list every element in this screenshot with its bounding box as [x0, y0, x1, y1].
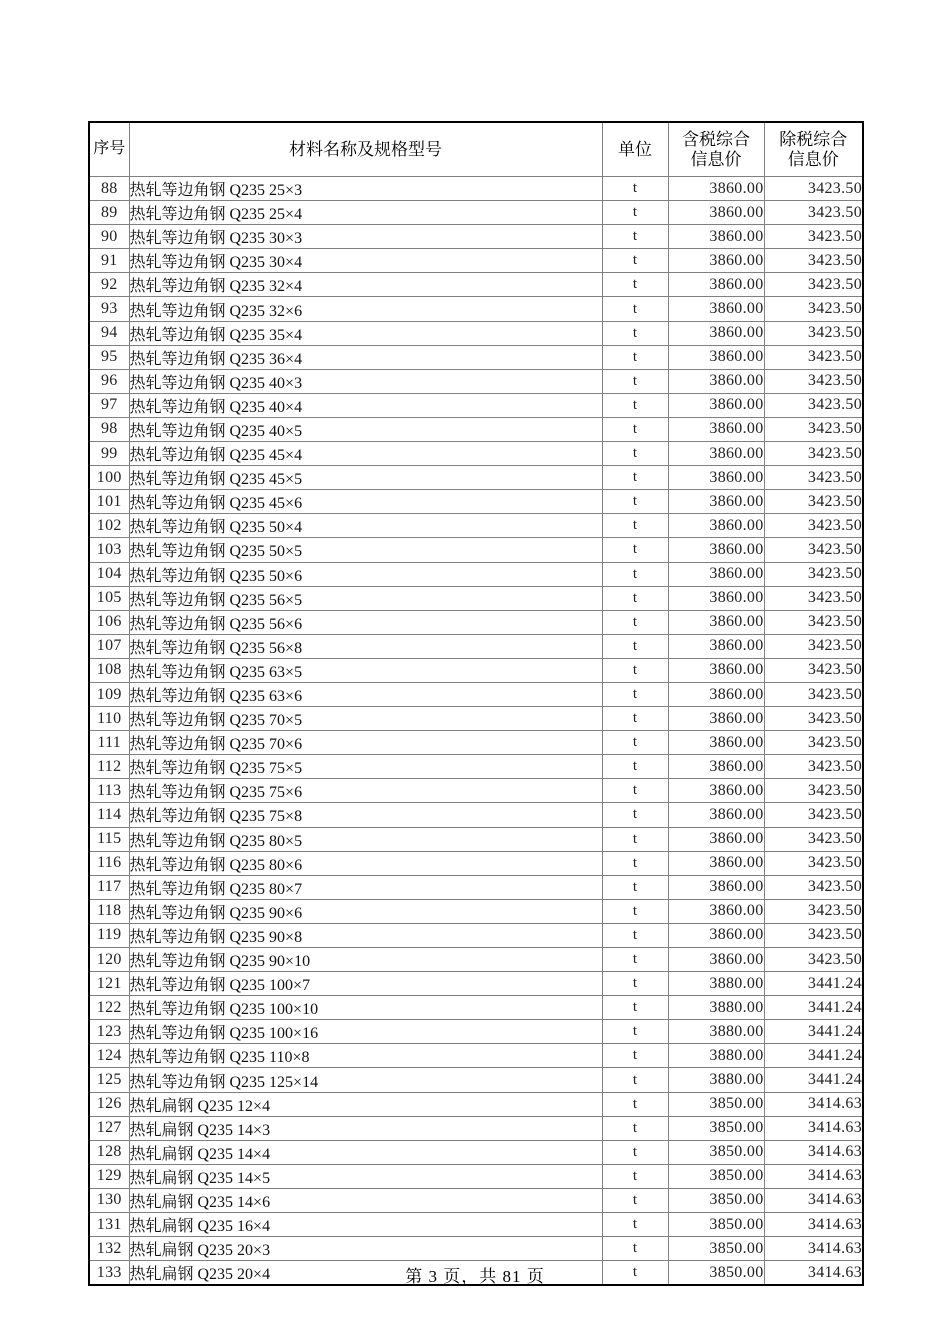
cell-tax-exclusive-price: 3423.50: [764, 948, 863, 972]
cell-sequence: 126: [89, 1092, 129, 1116]
cell-material-name: 热轧等边角钢 Q235 32×4: [129, 273, 602, 297]
cell-unit: t: [602, 321, 668, 345]
cell-sequence: 119: [89, 923, 129, 947]
cell-sequence: 113: [89, 779, 129, 803]
cell-tax-inclusive-price: 3880.00: [668, 996, 764, 1020]
table-row: [89, 538, 863, 562]
cell-tax-inclusive-price: 3850.00: [668, 1164, 764, 1188]
cell-tax-exclusive-price: 3423.50: [764, 538, 863, 562]
cell-tax-exclusive-price: 3423.50: [764, 658, 863, 682]
cell-unit: t: [602, 682, 668, 706]
cell-tax-exclusive-price: 3423.50: [764, 827, 863, 851]
cell-tax-inclusive-price: 3860.00: [668, 707, 764, 731]
cell-tax-exclusive-price: 3423.50: [764, 875, 863, 899]
cell-material-name: 热轧扁钢 Q235 16×4: [129, 1213, 602, 1237]
cell-material-name: 热轧等边角钢 Q235 90×8: [129, 923, 602, 947]
cell-sequence: 128: [89, 1140, 129, 1164]
column-header-sequence: 序号: [89, 122, 129, 177]
cell-unit: t: [602, 1116, 668, 1140]
cell-material-name: 热轧扁钢 Q235 20×4: [129, 1261, 602, 1286]
cell-sequence: 131: [89, 1213, 129, 1237]
table-row: [89, 393, 863, 417]
cell-material-name: 热轧等边角钢 Q235 63×5: [129, 658, 602, 682]
cell-material-name: 热轧扁钢 Q235 14×5: [129, 1164, 602, 1188]
cell-tax-inclusive-price: 3860.00: [668, 514, 764, 538]
table-header: [89, 122, 863, 177]
cell-unit: t: [602, 948, 668, 972]
cell-material-name: 热轧等边角钢 Q235 40×3: [129, 369, 602, 393]
cell-sequence: 88: [89, 177, 129, 201]
table-row: [89, 345, 863, 369]
cell-tax-exclusive-price: 3441.24: [764, 972, 863, 996]
cell-sequence: 95: [89, 345, 129, 369]
table-row: [89, 755, 863, 779]
cell-tax-inclusive-price: 3850.00: [668, 1116, 764, 1140]
cell-unit: t: [602, 851, 668, 875]
cell-tax-inclusive-price: 3880.00: [668, 1068, 764, 1092]
table-row: [89, 442, 863, 466]
cell-tax-exclusive-price: 3423.50: [764, 273, 863, 297]
cell-tax-exclusive-price: 3441.24: [764, 1044, 863, 1068]
cell-unit: t: [602, 466, 668, 490]
cell-material-name: 热轧等边角钢 Q235 50×4: [129, 514, 602, 538]
cell-unit: t: [602, 875, 668, 899]
cell-unit: t: [602, 755, 668, 779]
cell-tax-exclusive-price: 3423.50: [764, 851, 863, 875]
cell-tax-exclusive-price: 3423.50: [764, 586, 863, 610]
column-header-material: 材料名称及规格型号: [129, 122, 602, 177]
cell-material-name: 热轧等边角钢 Q235 110×8: [129, 1044, 602, 1068]
cell-sequence: 133: [89, 1261, 129, 1286]
cell-tax-inclusive-price: 3860.00: [668, 321, 764, 345]
cell-material-name: 热轧等边角钢 Q235 40×4: [129, 393, 602, 417]
cell-unit: t: [602, 442, 668, 466]
cell-unit: t: [602, 514, 668, 538]
cell-tax-exclusive-price: 3414.63: [764, 1213, 863, 1237]
cell-material-name: 热轧等边角钢 Q235 45×4: [129, 442, 602, 466]
cell-tax-exclusive-price: 3423.50: [764, 899, 863, 923]
cell-tax-inclusive-price: 3880.00: [668, 1044, 764, 1068]
cell-tax-exclusive-price: 3423.50: [764, 369, 863, 393]
table-row: [89, 948, 863, 972]
cell-material-name: 热轧等边角钢 Q235 30×3: [129, 225, 602, 249]
cell-tax-inclusive-price: 3860.00: [668, 538, 764, 562]
table-row: [89, 1068, 863, 1092]
cell-unit: t: [602, 707, 668, 731]
cell-tax-exclusive-price: 3423.50: [764, 297, 863, 321]
cell-sequence: 105: [89, 586, 129, 610]
table-row: [89, 466, 863, 490]
cell-tax-exclusive-price: 3414.63: [764, 1140, 863, 1164]
table-row: [89, 562, 863, 586]
table-row: [89, 1092, 863, 1116]
cell-unit: t: [602, 273, 668, 297]
table-row: [89, 417, 863, 441]
cell-tax-exclusive-price: 3423.50: [764, 610, 863, 634]
cell-tax-inclusive-price: 3860.00: [668, 490, 764, 514]
table-row: [89, 1140, 863, 1164]
cell-sequence: 109: [89, 682, 129, 706]
cell-unit: t: [602, 369, 668, 393]
cell-tax-inclusive-price: 3860.00: [668, 803, 764, 827]
table-row: [89, 610, 863, 634]
cell-tax-inclusive-price: 3860.00: [668, 851, 764, 875]
cell-unit: t: [602, 972, 668, 996]
cell-sequence: 123: [89, 1020, 129, 1044]
cell-material-name: 热轧扁钢 Q235 14×6: [129, 1188, 602, 1212]
cell-tax-inclusive-price: 3850.00: [668, 1140, 764, 1164]
table-row: [89, 658, 863, 682]
cell-material-name: 热轧等边角钢 Q235 35×4: [129, 321, 602, 345]
cell-tax-inclusive-price: 3860.00: [668, 442, 764, 466]
cell-material-name: 热轧等边角钢 Q235 56×5: [129, 586, 602, 610]
cell-sequence: 92: [89, 273, 129, 297]
column-header-unit: 单位: [602, 122, 668, 177]
cell-sequence: 98: [89, 417, 129, 441]
cell-tax-inclusive-price: 3860.00: [668, 586, 764, 610]
cell-tax-inclusive-price: 3860.00: [668, 682, 764, 706]
table-row: [89, 273, 863, 297]
cell-sequence: 96: [89, 369, 129, 393]
cell-tax-inclusive-price: 3860.00: [668, 369, 764, 393]
cell-tax-exclusive-price: 3423.50: [764, 634, 863, 658]
cell-unit: t: [602, 562, 668, 586]
cell-tax-exclusive-price: 3414.63: [764, 1237, 863, 1261]
cell-unit: t: [602, 899, 668, 923]
cell-tax-exclusive-price: 3423.50: [764, 201, 863, 225]
tax-exclusive-label-line2: 信息价: [787, 149, 839, 169]
table-row: [89, 225, 863, 249]
cell-tax-exclusive-price: 3423.50: [764, 923, 863, 947]
cell-unit: t: [602, 610, 668, 634]
cell-tax-inclusive-price: 3860.00: [668, 297, 764, 321]
cell-tax-exclusive-price: 3414.63: [764, 1092, 863, 1116]
cell-unit: t: [602, 538, 668, 562]
cell-tax-exclusive-price: 3423.50: [764, 177, 863, 201]
cell-unit: t: [602, 827, 668, 851]
cell-sequence: 107: [89, 634, 129, 658]
cell-tax-exclusive-price: 3423.50: [764, 393, 863, 417]
cell-unit: t: [602, 1140, 668, 1164]
cell-tax-exclusive-price: 3423.50: [764, 755, 863, 779]
cell-tax-exclusive-price: 3423.50: [764, 731, 863, 755]
cell-unit: t: [602, 803, 668, 827]
cell-sequence: 121: [89, 972, 129, 996]
cell-material-name: 热轧扁钢 Q235 14×4: [129, 1140, 602, 1164]
cell-tax-exclusive-price: 3423.50: [764, 707, 863, 731]
cell-unit: t: [602, 393, 668, 417]
cell-unit: t: [602, 177, 668, 201]
cell-tax-exclusive-price: 3423.50: [764, 779, 863, 803]
table-row: [89, 899, 863, 923]
column-header-tax-inclusive-price: [668, 122, 764, 177]
cell-unit: t: [602, 297, 668, 321]
cell-sequence: 91: [89, 249, 129, 273]
cell-tax-inclusive-price: 3860.00: [668, 658, 764, 682]
cell-unit: t: [602, 923, 668, 947]
cell-material-name: 热轧等边角钢 Q235 90×10: [129, 948, 602, 972]
cell-tax-inclusive-price: 3860.00: [668, 249, 764, 273]
cell-tax-exclusive-price: 3414.63: [764, 1116, 863, 1140]
cell-material-name: 热轧等边角钢 Q235 56×6: [129, 610, 602, 634]
cell-material-name: 热轧等边角钢 Q235 40×5: [129, 417, 602, 441]
table-row: [89, 201, 863, 225]
cell-tax-inclusive-price: 3850.00: [668, 1092, 764, 1116]
cell-tax-exclusive-price: 3423.50: [764, 345, 863, 369]
cell-unit: t: [602, 586, 668, 610]
table-row: [89, 803, 863, 827]
table-row: [89, 972, 863, 996]
cell-material-name: 热轧等边角钢 Q235 63×6: [129, 682, 602, 706]
cell-tax-inclusive-price: 3860.00: [668, 779, 764, 803]
cell-unit: t: [602, 1261, 668, 1286]
cell-material-name: 热轧等边角钢 Q235 56×8: [129, 634, 602, 658]
tax-inclusive-label-line2: 信息价: [690, 149, 742, 169]
cell-material-name: 热轧等边角钢 Q235 32×6: [129, 297, 602, 321]
table-row: [89, 1188, 863, 1212]
cell-tax-inclusive-price: 3860.00: [668, 273, 764, 297]
cell-sequence: 116: [89, 851, 129, 875]
cell-tax-exclusive-price: 3423.50: [764, 225, 863, 249]
cell-sequence: 111: [89, 731, 129, 755]
cell-sequence: 125: [89, 1068, 129, 1092]
table-row: [89, 779, 863, 803]
table-row: [89, 1020, 863, 1044]
cell-tax-inclusive-price: 3860.00: [668, 417, 764, 441]
cell-tax-inclusive-price: 3860.00: [668, 875, 764, 899]
cell-tax-exclusive-price: 3423.50: [764, 562, 863, 586]
cell-sequence: 108: [89, 658, 129, 682]
tax-inclusive-label-line1: 含税综合: [682, 129, 750, 149]
cell-sequence: 115: [89, 827, 129, 851]
cell-sequence: 114: [89, 803, 129, 827]
cell-tax-inclusive-price: 3860.00: [668, 562, 764, 586]
cell-sequence: 93: [89, 297, 129, 321]
cell-unit: t: [602, 658, 668, 682]
cell-tax-inclusive-price: 3860.00: [668, 201, 764, 225]
cell-unit: t: [602, 1068, 668, 1092]
table-row: [89, 297, 863, 321]
cell-tax-exclusive-price: 3423.50: [764, 514, 863, 538]
cell-material-name: 热轧等边角钢 Q235 70×6: [129, 731, 602, 755]
cell-material-name: 热轧等边角钢 Q235 80×7: [129, 875, 602, 899]
cell-tax-inclusive-price: 3850.00: [668, 1213, 764, 1237]
cell-tax-inclusive-price: 3860.00: [668, 177, 764, 201]
cell-unit: t: [602, 1213, 668, 1237]
cell-tax-inclusive-price: 3860.00: [668, 225, 764, 249]
table-row: [89, 1044, 863, 1068]
column-header-tax-exclusive-price: [764, 122, 863, 177]
cell-sequence: 110: [89, 707, 129, 731]
tax-exclusive-label-line1: 除税综合: [779, 129, 848, 149]
cell-material-name: 热轧等边角钢 Q235 25×3: [129, 177, 602, 201]
cell-tax-exclusive-price: 3441.24: [764, 1020, 863, 1044]
table-row: [89, 875, 863, 899]
cell-material-name: 热轧等边角钢 Q235 80×5: [129, 827, 602, 851]
cell-unit: t: [602, 201, 668, 225]
cell-tax-exclusive-price: 3414.63: [764, 1164, 863, 1188]
table-body: [89, 177, 863, 1286]
table-row: [89, 369, 863, 393]
cell-sequence: 118: [89, 899, 129, 923]
cell-material-name: 热轧等边角钢 Q235 30×4: [129, 249, 602, 273]
cell-sequence: 112: [89, 755, 129, 779]
cell-tax-inclusive-price: 3860.00: [668, 466, 764, 490]
table-header-row: [89, 122, 863, 177]
cell-sequence: 106: [89, 610, 129, 634]
table-row: [89, 707, 863, 731]
cell-material-name: 热轧等边角钢 Q235 75×8: [129, 803, 602, 827]
table-row: [89, 634, 863, 658]
table-row: [89, 731, 863, 755]
cell-tax-inclusive-price: 3860.00: [668, 923, 764, 947]
cell-sequence: 102: [89, 514, 129, 538]
cell-tax-exclusive-price: 3423.50: [764, 682, 863, 706]
cell-sequence: 100: [89, 466, 129, 490]
cell-material-name: 热轧等边角钢 Q235 100×7: [129, 972, 602, 996]
cell-material-name: 热轧扁钢 Q235 12×4: [129, 1092, 602, 1116]
cell-unit: t: [602, 731, 668, 755]
cell-sequence: 129: [89, 1164, 129, 1188]
cell-sequence: 101: [89, 490, 129, 514]
cell-tax-exclusive-price: 3423.50: [764, 803, 863, 827]
cell-tax-exclusive-price: 3441.24: [764, 1068, 863, 1092]
cell-material-name: 热轧扁钢 Q235 14×3: [129, 1116, 602, 1140]
cell-tax-exclusive-price: 3414.63: [764, 1188, 863, 1212]
cell-tax-inclusive-price: 3850.00: [668, 1261, 764, 1286]
cell-unit: t: [602, 1164, 668, 1188]
cell-tax-inclusive-price: 3860.00: [668, 755, 764, 779]
cell-material-name: 热轧等边角钢 Q235 25×4: [129, 201, 602, 225]
cell-sequence: 120: [89, 948, 129, 972]
table-row: [89, 923, 863, 947]
cell-unit: t: [602, 1237, 668, 1261]
cell-material-name: 热轧等边角钢 Q235 50×6: [129, 562, 602, 586]
cell-material-name: 热轧等边角钢 Q235 45×5: [129, 466, 602, 490]
cell-tax-exclusive-price: 3423.50: [764, 321, 863, 345]
cell-sequence: 127: [89, 1116, 129, 1140]
cell-sequence: 132: [89, 1237, 129, 1261]
cell-tax-inclusive-price: 3860.00: [668, 610, 764, 634]
cell-tax-inclusive-price: 3860.00: [668, 345, 764, 369]
cell-unit: t: [602, 996, 668, 1020]
cell-tax-inclusive-price: 3860.00: [668, 827, 764, 851]
cell-tax-exclusive-price: 3423.50: [764, 442, 863, 466]
cell-material-name: 热轧等边角钢 Q235 100×16: [129, 1020, 602, 1044]
table-row: [89, 682, 863, 706]
cell-tax-inclusive-price: 3850.00: [668, 1237, 764, 1261]
cell-unit: t: [602, 249, 668, 273]
table-row: [89, 1164, 863, 1188]
cell-material-name: 热轧等边角钢 Q235 90×6: [129, 899, 602, 923]
cell-tax-inclusive-price: 3860.00: [668, 634, 764, 658]
cell-sequence: 94: [89, 321, 129, 345]
cell-tax-inclusive-price: 3860.00: [668, 899, 764, 923]
cell-material-name: 热轧等边角钢 Q235 75×5: [129, 755, 602, 779]
table-row: [89, 177, 863, 201]
cell-tax-exclusive-price: 3441.24: [764, 996, 863, 1020]
cell-unit: t: [602, 634, 668, 658]
table-row: [89, 586, 863, 610]
cell-tax-inclusive-price: 3850.00: [668, 1188, 764, 1212]
cell-material-name: 热轧等边角钢 Q235 50×5: [129, 538, 602, 562]
cell-tax-inclusive-price: 3860.00: [668, 393, 764, 417]
cell-unit: t: [602, 225, 668, 249]
cell-unit: t: [602, 779, 668, 803]
cell-unit: t: [602, 1020, 668, 1044]
cell-material-name: 热轧等边角钢 Q235 100×10: [129, 996, 602, 1020]
table-row: [89, 321, 863, 345]
cell-sequence: 130: [89, 1188, 129, 1212]
cell-sequence: 90: [89, 225, 129, 249]
cell-material-name: 热轧扁钢 Q235 20×3: [129, 1237, 602, 1261]
cell-sequence: 104: [89, 562, 129, 586]
cell-material-name: 热轧等边角钢 Q235 80×6: [129, 851, 602, 875]
cell-tax-exclusive-price: 3423.50: [764, 490, 863, 514]
cell-unit: t: [602, 490, 668, 514]
table-row: [89, 996, 863, 1020]
price-table-container: [88, 121, 862, 1286]
cell-sequence: 99: [89, 442, 129, 466]
cell-tax-exclusive-price: 3423.50: [764, 466, 863, 490]
cell-material-name: 热轧等边角钢 Q235 125×14: [129, 1068, 602, 1092]
cell-tax-exclusive-price: 3423.50: [764, 249, 863, 273]
cell-unit: t: [602, 1044, 668, 1068]
cell-tax-inclusive-price: 3880.00: [668, 1020, 764, 1044]
cell-sequence: 89: [89, 201, 129, 225]
table-row: [89, 851, 863, 875]
cell-unit: t: [602, 417, 668, 441]
cell-tax-exclusive-price: 3423.50: [764, 417, 863, 441]
cell-tax-inclusive-price: 3860.00: [668, 948, 764, 972]
cell-sequence: 103: [89, 538, 129, 562]
cell-material-name: 热轧等边角钢 Q235 75×6: [129, 779, 602, 803]
table-row: [89, 827, 863, 851]
cell-tax-exclusive-price: 3414.63: [764, 1261, 863, 1286]
cell-sequence: 117: [89, 875, 129, 899]
cell-material-name: 热轧等边角钢 Q235 70×5: [129, 707, 602, 731]
table-row: [89, 1237, 863, 1261]
cell-material-name: 热轧等边角钢 Q235 36×4: [129, 345, 602, 369]
cell-unit: t: [602, 1092, 668, 1116]
cell-tax-inclusive-price: 3860.00: [668, 731, 764, 755]
page-footer: 第 3 页，共 81 页: [405, 1267, 545, 1286]
cell-unit: t: [602, 1188, 668, 1212]
table-row: [89, 1213, 863, 1237]
cell-material-name: 热轧等边角钢 Q235 45×6: [129, 490, 602, 514]
material-price-table: [88, 121, 864, 1286]
cell-sequence: 124: [89, 1044, 129, 1068]
table-row: [89, 249, 863, 273]
table-row: [89, 1116, 863, 1140]
table-row: [89, 514, 863, 538]
cell-tax-inclusive-price: 3880.00: [668, 972, 764, 996]
cell-sequence: 97: [89, 393, 129, 417]
table-row: [89, 490, 863, 514]
cell-sequence: 122: [89, 996, 129, 1020]
cell-unit: t: [602, 345, 668, 369]
